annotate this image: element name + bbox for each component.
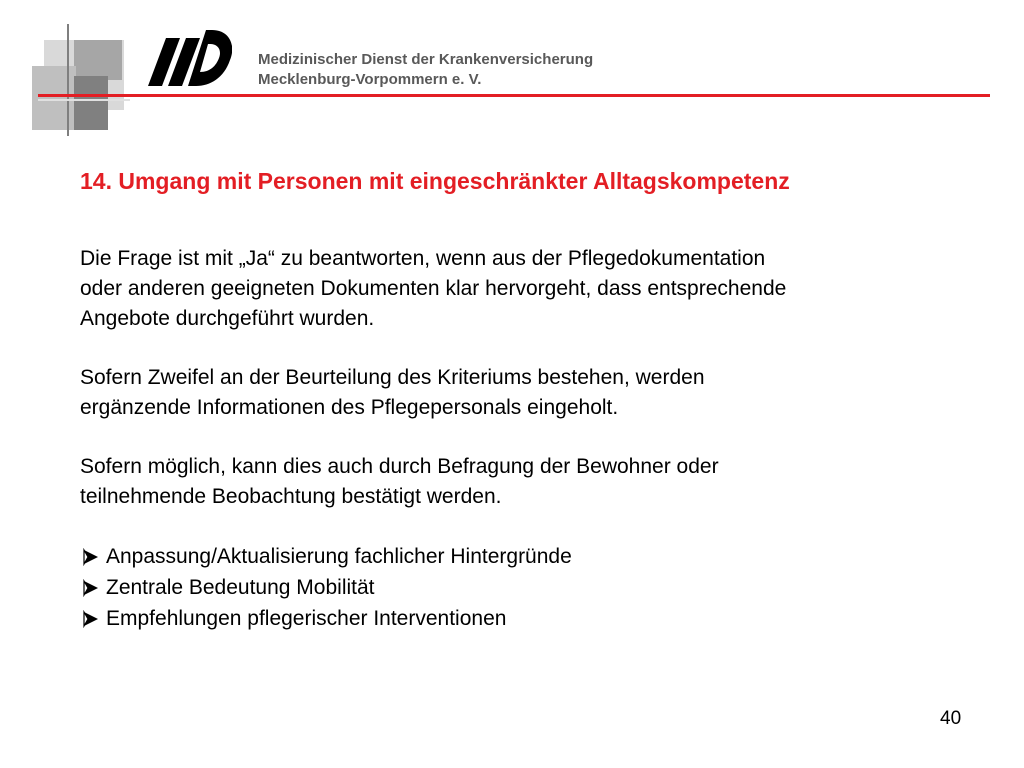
paragraph-2: [80, 363, 980, 423]
arrow-bullet-icon: [80, 548, 102, 566]
paragraph-line: Angebote durchgeführt wurden.: [80, 307, 375, 330]
paragraph-3: [80, 452, 980, 512]
page-number: 40: [940, 708, 962, 729]
slide-title: 14. Umgang mit Personen mit eingeschränkter Alltagskompetenz: [80, 168, 790, 194]
org-line-1: Medizinischer Dienst der Krankenversicherung: [258, 51, 594, 68]
paragraph-1: [80, 244, 980, 334]
paragraph-line: ergänzende Informationen des Pflegepersonals eingeholt.: [80, 396, 619, 419]
slide-body: [80, 244, 980, 634]
paragraph-line: Die Frage ist mit „Ja“ zu beantworten, wenn aus der Pflegedokumentation: [80, 247, 766, 270]
header-divider: [38, 94, 990, 97]
paragraph-line: oder anderen geeigneten Dokumenten klar hervorgeht, dass entsprechende: [80, 277, 787, 300]
list-item: [80, 603, 980, 634]
organization-name: [258, 50, 593, 90]
bullet-text: Anpassung/Aktualisierung fachlicher Hintergründe: [106, 544, 572, 568]
paragraph-line: Sofern möglich, kann dies auch durch Befragung der Bewohner oder: [80, 455, 719, 478]
mdk-logo-icon: [148, 28, 232, 90]
arrow-bullet-icon: [80, 579, 102, 597]
list-item: [80, 541, 980, 572]
arrow-bullet-icon: [80, 610, 102, 628]
bullet-text: Zentrale Bedeutung Mobilität: [106, 575, 375, 599]
org-line-2: Mecklenburg-Vorpommern e. V.: [258, 71, 482, 88]
bullet-list: [80, 541, 980, 634]
decorative-squares: [0, 0, 130, 140]
list-item: [80, 572, 980, 603]
paragraph-line: Sofern Zweifel an der Beurteilung des Kriteriums bestehen, werden: [80, 366, 705, 389]
bullet-text: Empfehlungen pflegerischer Interventionen: [106, 606, 507, 630]
paragraph-line: teilnehmende Beobachtung bestätigt werden.: [80, 485, 502, 508]
